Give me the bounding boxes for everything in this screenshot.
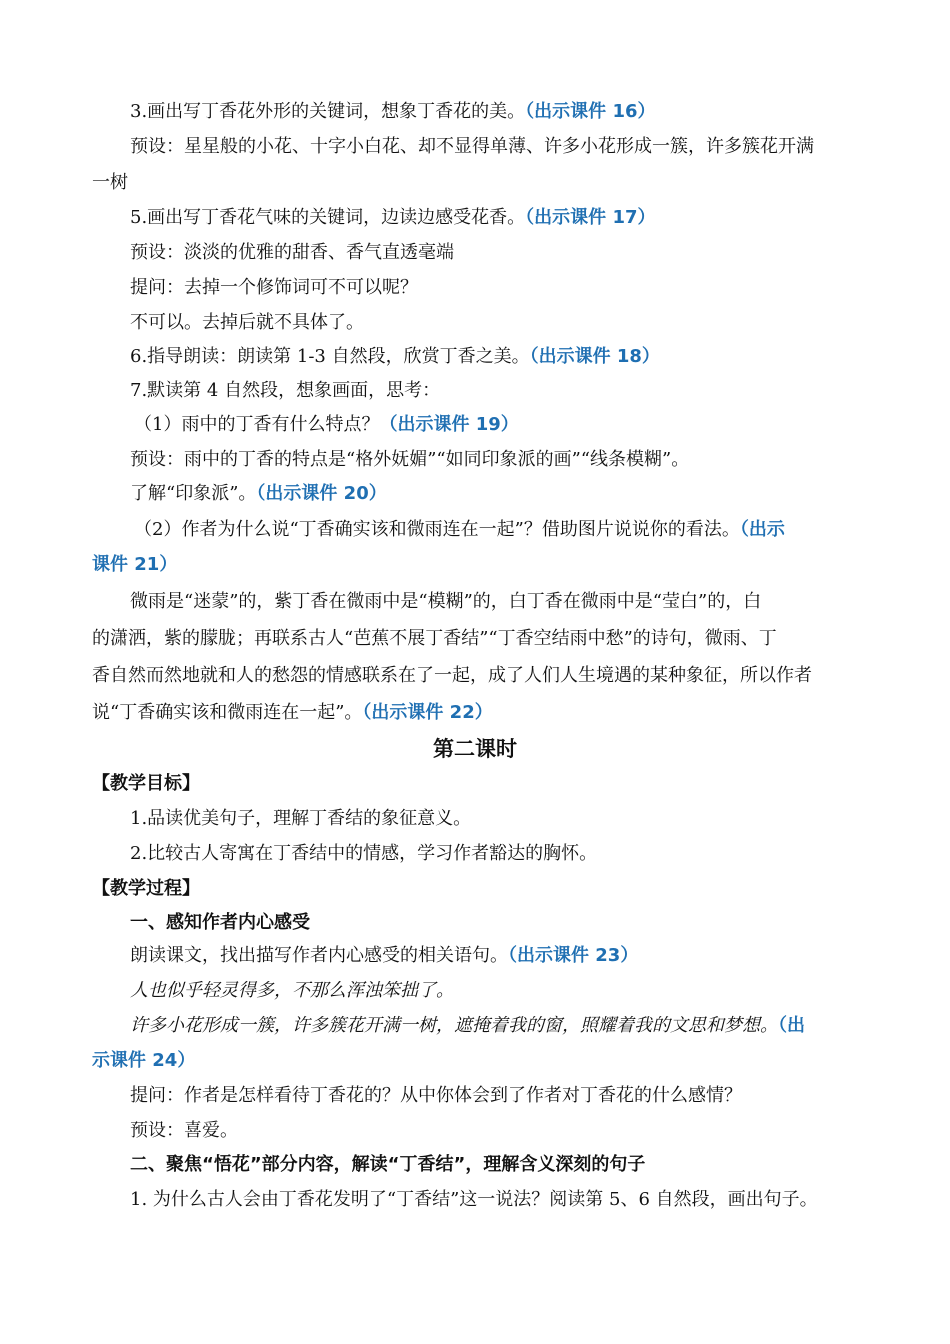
courseware-tag: （出示课件 22）	[362, 702, 493, 723]
heading-text: 【教学过程】	[92, 878, 200, 899]
paragraph-line	[130, 590, 761, 614]
instruction-text: 朗读课文，找出描写作者内心感受的相关语句。	[130, 945, 508, 966]
quote-text: 许多小花形成一簇，许多簇花开满一树，遮掩着我的窗，照耀着我的文思和梦想。	[130, 1015, 778, 1036]
courseware-tag: 课件 21）	[92, 554, 178, 575]
info-line	[130, 482, 387, 506]
step-text: 5.画出写丁香花气味的关键词，边读边感受花香。	[130, 207, 526, 228]
heading-process	[92, 877, 200, 901]
subheading-text: 一、感知作者内心感受	[130, 912, 310, 933]
preset-text: 预设：星星般的小花、十字小白花、却不显得单薄、许多小花形成一簇，许多簇花开满	[130, 136, 814, 157]
quote-line	[130, 979, 454, 1003]
subheading-1	[130, 911, 310, 935]
objective-line	[130, 807, 471, 831]
preset-line	[130, 135, 814, 159]
answer-text: 不可以。去掉后就不具体了。	[130, 312, 364, 333]
question-text: 提问：作者是怎样看待丁香花的？从中你体会到了作者对丁香花的什么感情？	[130, 1085, 742, 1106]
step-text: 1. 为什么古人会由丁香花发明了“丁香结”这一说法？阅读第 5、6 自然段，画出句子。	[130, 1189, 818, 1210]
step-text: 7.默读第 4 自然段，想象画面，思考：	[130, 380, 441, 401]
question-line	[130, 276, 418, 300]
courseware-tag: （出示课件 16）	[525, 101, 656, 122]
preset-line	[130, 1119, 238, 1143]
step-6-line	[130, 345, 660, 369]
preset-line	[130, 241, 454, 265]
info-text: 了解“印象派”。	[130, 483, 257, 504]
step-5-line	[130, 206, 656, 230]
paragraph-line	[92, 701, 493, 725]
paragraph-line	[92, 627, 777, 651]
courseware-tag: （出示课件 20）	[256, 483, 387, 504]
continuation-text: 一树	[92, 172, 128, 193]
question-text: 提问：去掉一个修饰词可不可以呢？	[130, 277, 418, 298]
section-title: 第二课时	[433, 737, 517, 761]
subheading-text: 二、聚焦“悟花”部分内容，解读“丁香结”，理解含义深刻的句子	[130, 1154, 646, 1175]
paragraph-text: 的潇洒，紫的朦胧；再联系古人“芭蕉不展丁香结”“丁香空结雨中愁”的诗句，微雨、丁	[92, 628, 777, 649]
continuation-line	[92, 171, 128, 195]
step-3-line	[130, 100, 656, 124]
step-text: 3.画出写丁香花外形的关键词，想象丁香花的美。	[130, 101, 526, 122]
preset-text: 预设：淡淡的优雅的甜香、香气直透毫端	[130, 242, 454, 263]
quote-text: 人也似乎轻灵得多，不那么浑浊笨拙了。	[130, 980, 454, 1001]
courseware-tag: （出	[778, 1015, 805, 1036]
quote-line	[130, 1014, 805, 1038]
subquestion-1-line	[134, 413, 519, 437]
courseware-tag: （出示课件 17）	[525, 207, 656, 228]
courseware-tag: （出示课件 18）	[529, 346, 660, 367]
subquestion-text: （2）作者为什么说“丁香确实该和微雨连在一起”？借助图片说说你的看法。	[134, 519, 740, 540]
courseware-tag: （出示课件 23）	[508, 945, 639, 966]
subquestion-text: （1）雨中的丁香有什么特点？	[134, 414, 380, 435]
courseware-tag: （出示课件 19）	[379, 414, 519, 435]
courseware-tag: 示课件 24）	[92, 1050, 196, 1071]
step-7-line	[130, 379, 440, 403]
paragraph-text: 微雨是“迷蒙”的，紫丁香在微雨中是“模糊”的，白丁香在微雨中是“莹白”的，白	[130, 591, 762, 612]
subquestion-2-line	[134, 518, 785, 542]
subheading-2	[130, 1153, 645, 1177]
objective-line	[130, 842, 597, 866]
step-text: 6.指导朗读：朗读第 1-3 自然段，欣赏丁香之美。	[130, 346, 530, 367]
objective-text: 2.比较古人寄寓在丁香结中的情感，学习作者豁达的胸怀。	[130, 843, 598, 864]
continuation-line	[92, 553, 177, 577]
paragraph-text: 香自然而然地就和人的愁怨的情感联系在了一起，成了人们人生境遇的某种象征，所以作者	[92, 665, 812, 686]
instruction-line	[130, 944, 638, 968]
question-line	[130, 1084, 742, 1108]
objective-text: 1.品读优美句子，理解丁香结的象征意义。	[130, 808, 472, 829]
paragraph-line	[92, 664, 812, 688]
preset-text: 预设：雨中的丁香的特点是“格外妩媚”“如同印象派的画”“线条模糊”。	[130, 449, 690, 470]
preset-text: 预设：喜爱。	[130, 1120, 238, 1141]
heading-objectives	[92, 772, 200, 796]
preset-line	[130, 448, 689, 472]
step-1-line	[130, 1188, 818, 1212]
answer-line	[130, 311, 364, 335]
paragraph-text: 说“丁香确实该和微雨连在一起”。	[92, 702, 363, 723]
continuation-line	[92, 1049, 195, 1073]
heading-text: 【教学目标】	[92, 773, 200, 794]
courseware-tag: （出示	[739, 519, 785, 540]
